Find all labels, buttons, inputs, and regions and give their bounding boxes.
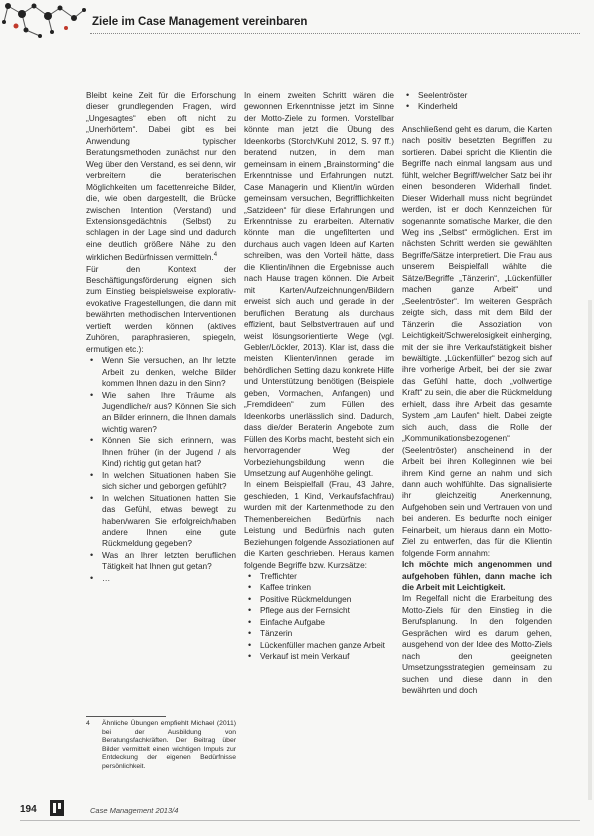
- list-item: • Lückenfüller machen ganze Arbeit: [244, 640, 394, 651]
- paragraph: Anschließend geht es darum, die Karten nach positiv besetzten Begriffen zu sortieren. Dabei spricht die Klientin die Begriffe nach einmal langsam aus und fühlt, welcher Begriff/welcher Satz bei ihr einen besonderen Widerhall findet. Dieser Widerhall muss nicht begründet werden, ist er doch Kennzeichen für sogenannte somatische Marker, die den Weg ins „Selbst“ ermöglichen. Erst im nächsten Schritt werden sie gewählten Begriffe/Sätze interpretiert. Die Frau aus unserem Beispielfall wählte die Sätze/Begriffe „Tänzerin“, „Lückenfüller machen ganze Arbeit“ und „Seelentröster“. Im weiteren Gespräch zeigte sich, dass mit dem Bild der Tänzerin die Assoziation von Leichtigkeit/Schwerelosigkeit einherging, mit der sie ihre Verkaufstätigkeit bisher bewältigte. „Lückenfüller“ bezog sich auf ihre vorherige Arbeit, bei der sie zwar das Gefühl hatte, doch „vollwertige Kraft“ zu sein, die aber die Rückmeldung erhielt, dass ihre Arbeit das gesamte System „am Laufen“ hielt. Dabei zeigte sich auch, dass die Rolle der „Kommunikationsbezogenen“ (Seelentröster) anscheinend in der Arbeit bei ihren Kolleginnen wie bei ihrem Kind gerne an nahm und sich dann auch wohlfühlte. Das signalisierte ihr gleichzeitig Anerkennung, Aufgehoben sein und Vertrauen von und bei anderen. Es bedurfte noch einiger Feinarbeit, um hieraus dann ein Motto-Ziel zu entwerfen, das für die Klientin folgende Form annahm:: [402, 123, 552, 558]
- footnote-divider: [86, 716, 166, 717]
- page-header-title: Ziele im Case Management vereinbaren: [92, 16, 308, 28]
- paragraph: In einem Beispielfall (Frau, 43 Jahre, geschieden, 1 Kind, Verkaufsfachfrau) wurden mit der Kartenmethode zu den Themenbereichen Bedürfnis nach Leistung und Bedürfnis nach guten Beziehungen folgende Assoziationen auf die Karten geschrieben. Heraus kamen folgende Begriffe bzw. Kurzsätze:: [244, 479, 394, 570]
- list-item: • …: [86, 573, 236, 584]
- page-number: 194: [20, 804, 37, 815]
- list-item: • Verkauf ist mein Verkauf: [244, 651, 394, 662]
- keyword-list-continued: [402, 90, 552, 113]
- molecule-logo-icon: [0, 0, 90, 44]
- text-column-left: [86, 90, 236, 584]
- footnote: [86, 720, 236, 772]
- footnote-text: Ähnliche Übungen empfiehlt Michael (2011) bei der Ausbildung von Beratungsfachkräften. Der Beitrag über Bilder vermittelt einen wichtigen Impuls zur Entdeckung der eigenen Bedürfnisse persönlichkeit.: [102, 720, 236, 770]
- footnote-reference: 4: [213, 252, 218, 259]
- list-item: • In welchen Situationen haben Sie sich sicher und geborgen gefühlt?: [86, 470, 236, 493]
- paragraph: [86, 90, 236, 264]
- list-item: • Pflege aus der Fernsicht: [244, 605, 394, 616]
- list-item: • Kaffee trinken: [244, 582, 394, 593]
- text-column-middle: [244, 90, 394, 663]
- journal-logo-icon: [50, 800, 64, 816]
- list-item: • Wenn Sie versuchen, an Ihr letzte Arbeit zu denken, welche Bilder kommen Ihnen dazu in den Sinn?: [86, 355, 236, 389]
- keyword-list: [244, 571, 394, 663]
- list-item: • Was an Ihrer letzten beruflichen Tätigkeit hat Ihnen gut getan?: [86, 550, 236, 573]
- list-item: • Seelentröster: [402, 90, 552, 101]
- list-item: • Kinderheld: [402, 101, 552, 112]
- text-column-right: [402, 90, 552, 697]
- list-item: • Wie sahen Ihre Träume als Jugendliche/r aus? Können Sie sich an Bilder erinnern, die Ihnen damals wichtig waren?: [86, 390, 236, 436]
- page-edge-shadow: [588, 300, 592, 800]
- header-divider: [90, 33, 580, 34]
- paragraph-text: Bleibt keine Zeit für die Erforschung dieser grundlegenden Fragen, wird „Ungesagtes“ eben oft nicht zu „Unerhörtem“. Dabei gibt es bei Anwendung typischer Beratungsmethoden zunächst nur den Weg über den Verstand, es sei denn, wir verbreitern die beraterischen Möglichkeiten um facettenreiche Bilder, die, wie oben dargestellt, die Brücke zwischen Intention (Verstand) und Extensionsgedächtnis (Selbst) zu schlagen in der Lage sind und dadurch eine deutlich größere Nähe zu den wirklichen Bedürfnissen vermitteln.: [86, 90, 236, 263]
- paragraph: Für den Kontext der Beschäftigungsförderung eignen sich zum Einstieg beispielsweise explorativ-evokative Fragestellungen, die dann mit bewährten methodischen Interventionen vertieft werden können (aktives Zuhören, paraphrasieren, spiegeln, ermutigen etc.):: [86, 263, 236, 354]
- journal-name: Case Management 2013/4: [90, 806, 179, 815]
- list-item: • Treffichter: [244, 571, 394, 582]
- paragraph: Im Regelfall nicht die Erarbeitung des Motto-Ziels für den Einstieg in die Berufsplanung. In den folgenden Gesprächen wird es darum gehen, ausgehend von der Idee des Motto-Ziels nach den geeigneten Umsetzungsstrategien gemeinsam zu suchen und diese dann in den bewährten und doch: [402, 593, 552, 696]
- list-item: • Einfache Aufgabe: [244, 617, 394, 628]
- footnote-number: 4: [86, 720, 90, 727]
- footer-divider: [20, 820, 580, 821]
- motto-goal-statement: Ich möchte mich angenommen und aufgehoben fühlen, dann mache ich die Arbeit mit Leichtigkeit.: [402, 559, 552, 593]
- list-item: • Positive Rückmeldungen: [244, 594, 394, 605]
- list-item: • Tänzerin: [244, 628, 394, 639]
- paragraph: In einem zweiten Schritt wären die gewonnen Erkenntnisse jetzt im Sinne der Motto-Ziele zu formen. Vorstellbar könnte man jetzt die Übung des Ideenkorbs (Storch/Kuhl 2012, S. 97 ff.) beratend nutzen, in dem man gemeinsam in einem „Brainstorming“ die Erkenntnisse und Erfahrungen nutzt. Case Managerin und Klient/in würden gemeinsam versuchen, Begrifflichkeiten „Satzideen“ für diese Erfahrungen und Erkenntnisse zu erarbeiten. Alternativ könnte man die ungefilterten und durchaus auch vagen Ideen auf Karten schreiben, was den Vorteil hätte, dass die Klientin/ihnen die Ergebnisse auch nach Hause tragen können. Die Arbeit mit Karten/Aufzeichnungen/Bildern erweist sich auch und gerade in der beruflichen Beratung als durchaus effizient, baut Selbstvertrauen auf und weist lösungsorientierte Wege (vgl. Gebler/Löckler, 2013). Klar ist, dass die meisten Klienten/innen gerade im behördlichen Setting dazu konkrete Hilfe und Unterstützung benötigen (Beispiele geben, Vormachen, Anfangen) und „Fremdideen“ zum Füllen des Ideenkorbs unerlässlich sind. Dadurch, dass die/der Beraterin Angebote zum Füllen des Korbs macht, besteht sich ein hervorragender Weg der Vorbeziehungsbildung wenn die Umsetzung auf Augenhöhe gelingt.: [244, 90, 394, 478]
- list-item: • In welchen Situationen hatten Sie das Gefühl, etwas bewegt zu haben/waren Sie erfolgreich/haben andere Ihnen eine gute Rückmeldung gegeben?: [86, 493, 236, 550]
- list-item: • Können Sie sich erinnern, was Ihnen früher (in der Jugend / als Kind) richtig gut getan hat?: [86, 435, 236, 469]
- question-list: [86, 355, 236, 584]
